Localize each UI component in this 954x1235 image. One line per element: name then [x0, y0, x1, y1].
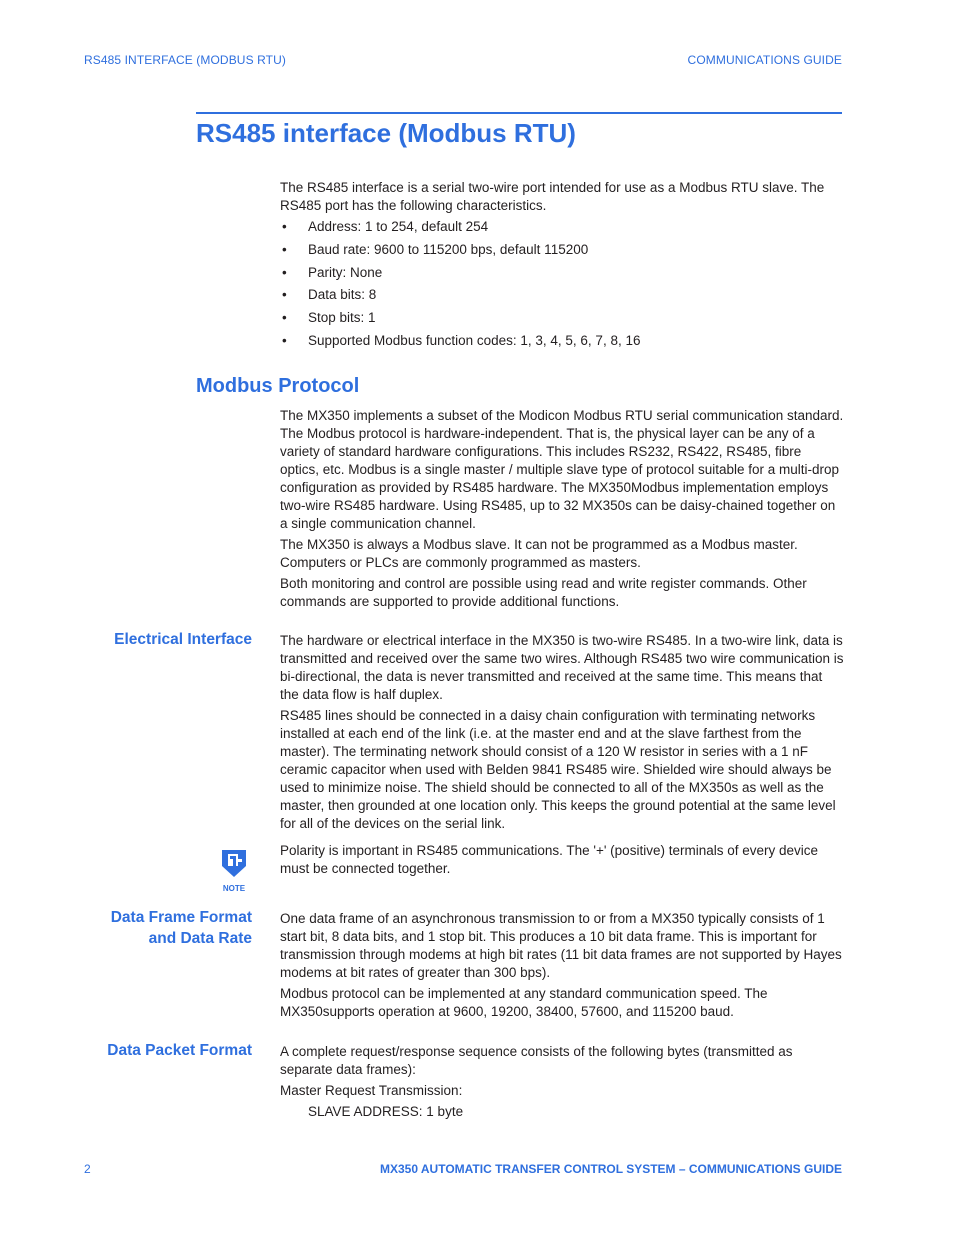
paragraph: RS485 lines should be connected in a daisy chain configuration with terminating networks installed at each end of the link (i.e. at the master end and at the slave farthest from the master). The terminating network should consist of a 120 W resistor in series with a 1 nF ceramic capacitor when used with Belden 9841 RS485 wire. Shielded wire should always be used to minimize noise. The shield should be connected to all of the MX350s as well as the master, then grounded at one location only. This keeps the ground potential at the same level for all of the devices on the serial link. [280, 708, 836, 831]
data-packet-body [280, 1043, 844, 1124]
modbus-protocol-heading: Modbus Protocol [196, 375, 360, 397]
paragraph: Modbus protocol can be implemented at any standard communication speed. The MX350supports operation at 9600, 19200, 38400, 57600, and 115200 baud. [280, 986, 768, 1019]
page-title: RS485 interface (Modbus RTU) [196, 118, 576, 148]
note-label: NOTE [222, 884, 246, 893]
intro-paragraph: The RS485 interface is a serial two-wire port intended for use as a Modbus RTU slave. The RS485 port has the following characteristics. [280, 180, 825, 213]
data-packet-heading: Data Packet Format [107, 1042, 252, 1059]
list-item: • Supported Modbus function codes: 1, 3, 4, 5, 6, 7, 8, 16 [280, 332, 844, 350]
list-item: • Baud rate: 9600 to 115200 bps, default 115200 [280, 241, 844, 259]
list-item: • Parity: None [280, 264, 844, 282]
paragraph: The hardware or electrical interface in the MX350 is two-wire RS485. In a two-wire link, data is transmitted and received over the same two wires. Although RS485 two wire communication is bi-directional, the data is never transmitted and received at the same time. This means that the data flow is half duplex. [280, 633, 844, 702]
paragraph: Both monitoring and control are possible using read and write register commands. Other commands are supported to provide additional functions. [280, 576, 807, 609]
paragraph: The MX350 implements a subset of the Modicon Modbus RTU serial communication standard. The Modbus protocol is hardware-independent. That is, the physical layer can be any of a variety of standard hardware configurations. This includes RS232, RS422, RS485, fibre optics, etc. Modbus is a single master / multiple slave type of protocol suitable for a multi-drop configuration as provided by RS485 hardware. The MX350Modbus implementation employs two-wire RS485 hardware. Using RS485, up to 32 MX350s can be daisy-chained together on a single communication channel. [280, 408, 844, 531]
packet-field: SLAVE ADDRESS: 1 byte [308, 1104, 464, 1119]
data-frame-body [280, 910, 844, 1024]
paragraph: A complete request/response sequence consists of the following bytes (transmitted as separate data frames): [280, 1044, 793, 1077]
electrical-interface-heading: Electrical Interface [114, 631, 252, 648]
list-item: • Stop bits: 1 [280, 309, 844, 327]
data-frame-heading-line2: and Data Rate [148, 930, 252, 947]
running-header-guide: COMMUNICATIONS GUIDE [687, 53, 842, 67]
paragraph: One data frame of an asynchronous transmission to or from a MX350 typically consists of 1 start bit, 8 data bits, and 1 stop bit. This produces a 10 bit data frame. This is important for transmission through modems at high bit rates (11 bit data frames are not supported by Hayes modems at bit rates of greater than 300 bps). [280, 911, 842, 980]
list-item: • Address: 1 to 254, default 254 [280, 218, 844, 236]
note-text: Polarity is important in RS485 communications. The '+' (positive) terminals of every device must be connected together. [280, 843, 819, 876]
note-flag-icon [219, 848, 249, 878]
paragraph: The MX350 is always a Modbus slave. It can not be programmed as a Modbus master. Computers or PLCs are commonly programmed as masters. [280, 537, 798, 570]
page-number: 2 [84, 1162, 91, 1176]
electrical-interface-body [280, 632, 844, 836]
characteristics-list [280, 218, 844, 350]
note-marker [214, 848, 254, 893]
list-item: • Data bits: 8 [280, 286, 844, 304]
paragraph: Master Request Transmission: [280, 1083, 463, 1098]
footer-title: MX350 AUTOMATIC TRANSFER CONTROL SYSTEM – COMMUNICATIONS GUIDE [379, 1162, 842, 1176]
title-rule [196, 112, 842, 114]
note-body [280, 842, 844, 881]
data-frame-heading-line1: Data Frame Format [110, 909, 252, 926]
data-frame-heading [111, 907, 252, 949]
running-header-section: RS485 INTERFACE (MODBUS RTU) [84, 53, 286, 67]
intro-section [280, 179, 844, 355]
modbus-protocol-body [280, 407, 844, 614]
